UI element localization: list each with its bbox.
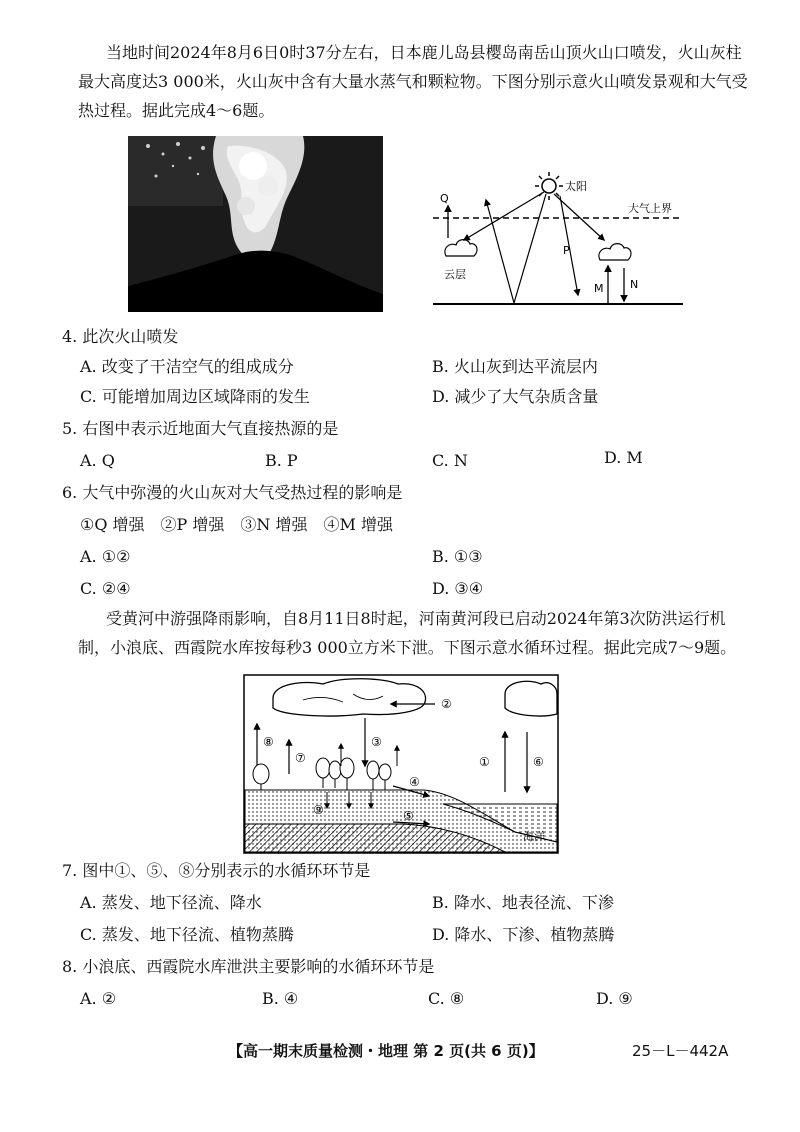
svg-text:⑤: ⑤ (403, 809, 414, 823)
q5-option-b[interactable]: B. P (265, 451, 298, 470)
svg-text:海洋: 海洋 (523, 830, 545, 843)
svg-text:P: P (563, 244, 570, 257)
intro-paragraph-2: 受黄河中游强降雨影响，自8月11日8时起，河南黄河段已启动2024年第3次防洪运行机制，小浪底、西霞院水库按每秒3 000立方米下泄。下图示意水循环过程。据此完成7～9题。 (78, 609, 737, 657)
svg-text:M: M (594, 282, 604, 295)
q6-option-d[interactable]: D. ③④ (432, 579, 484, 598)
q4-option-b[interactable]: B. 火山灰到达平流层内 (432, 357, 598, 376)
svg-text:④: ④ (409, 775, 420, 789)
svg-text:⑧: ⑧ (263, 735, 274, 749)
svg-text:⑨: ⑨ (313, 803, 324, 817)
footer-title: 【高一期末质量检测・地理 第 2 页(共 6 页)】 (228, 1042, 544, 1060)
q8-stem: 8. 小浪底、西霞院水库泄洪主要影响的水循环环节是 (62, 957, 435, 976)
q5-option-a[interactable]: A. Q (80, 451, 115, 470)
q6-stem: 6. 大气中弥漫的火山灰对大气受热过程的影响是 (62, 483, 403, 502)
water-cycle-diagram (243, 674, 559, 854)
svg-text:云层: 云层 (444, 268, 466, 281)
svg-text:Q: Q (440, 192, 449, 205)
svg-text:N: N (630, 278, 639, 291)
q5-option-d[interactable]: D. M (604, 448, 643, 467)
svg-text:大气上界: 大气上界 (628, 202, 672, 215)
svg-text:⑥: ⑥ (533, 755, 544, 769)
q6-option-c[interactable]: C. ②④ (80, 579, 131, 598)
q4-stem: 4. 此次火山喷发 (62, 327, 179, 346)
q8-option-c[interactable]: C. ⑧ (428, 989, 465, 1008)
intro-paragraph-1: 当地时间2024年8月6日0时37分左右，日本鹿儿岛县樱岛南岳山顶火山口喷发，火山灰柱最大高度达3 000米，火山灰中含有大量水蒸气和颗粒物。下图分别示意火山喷发景观和大气受热过程。据此完成4～6题。 (78, 43, 748, 120)
q4-option-c[interactable]: C. 可能增加周边区域降雨的发生 (80, 387, 310, 406)
q4-option-d[interactable]: D. 减少了大气杂质含量 (432, 387, 599, 406)
q6-option-b[interactable]: B. ①③ (432, 547, 483, 566)
q7-option-d[interactable]: D. 降水、下渗、植物蒸腾 (432, 925, 615, 944)
atmosphere-heating-diagram (428, 168, 688, 310)
footer-code: 25－L－442A (632, 1042, 729, 1060)
q5-stem: 5. 右图中表示近地面大气直接热源的是 (62, 419, 339, 438)
q8-option-d[interactable]: D. ⑨ (596, 989, 633, 1008)
q6-items: ①Q 增强 ②P 增强 ③N 增强 ④M 增强 (80, 515, 393, 534)
q7-stem: 7. 图中①、⑤、⑧分别表示的水循环环节是 (62, 861, 371, 880)
svg-text:②: ② (441, 697, 452, 711)
q7-option-a[interactable]: A. 蒸发、地下径流、降水 (80, 893, 262, 912)
q6-option-a[interactable]: A. ①② (80, 547, 131, 566)
svg-text:⑦: ⑦ (295, 751, 306, 765)
q8-option-b[interactable]: B. ④ (262, 989, 299, 1008)
q7-option-c[interactable]: C. 蒸发、地下径流、植物蒸腾 (80, 925, 294, 944)
svg-text:③: ③ (371, 735, 382, 749)
q7-option-b[interactable]: B. 降水、地表径流、下渗 (432, 893, 614, 912)
q5-option-c[interactable]: C. N (432, 451, 468, 470)
svg-text:①: ① (479, 755, 490, 769)
q4-option-a[interactable]: A. 改变了干洁空气的组成成分 (80, 357, 294, 376)
svg-text:太阳: 太阳 (565, 180, 587, 193)
sun-icon (535, 172, 563, 200)
q8-option-a[interactable]: A. ② (80, 989, 117, 1008)
volcano-photo (128, 136, 383, 312)
